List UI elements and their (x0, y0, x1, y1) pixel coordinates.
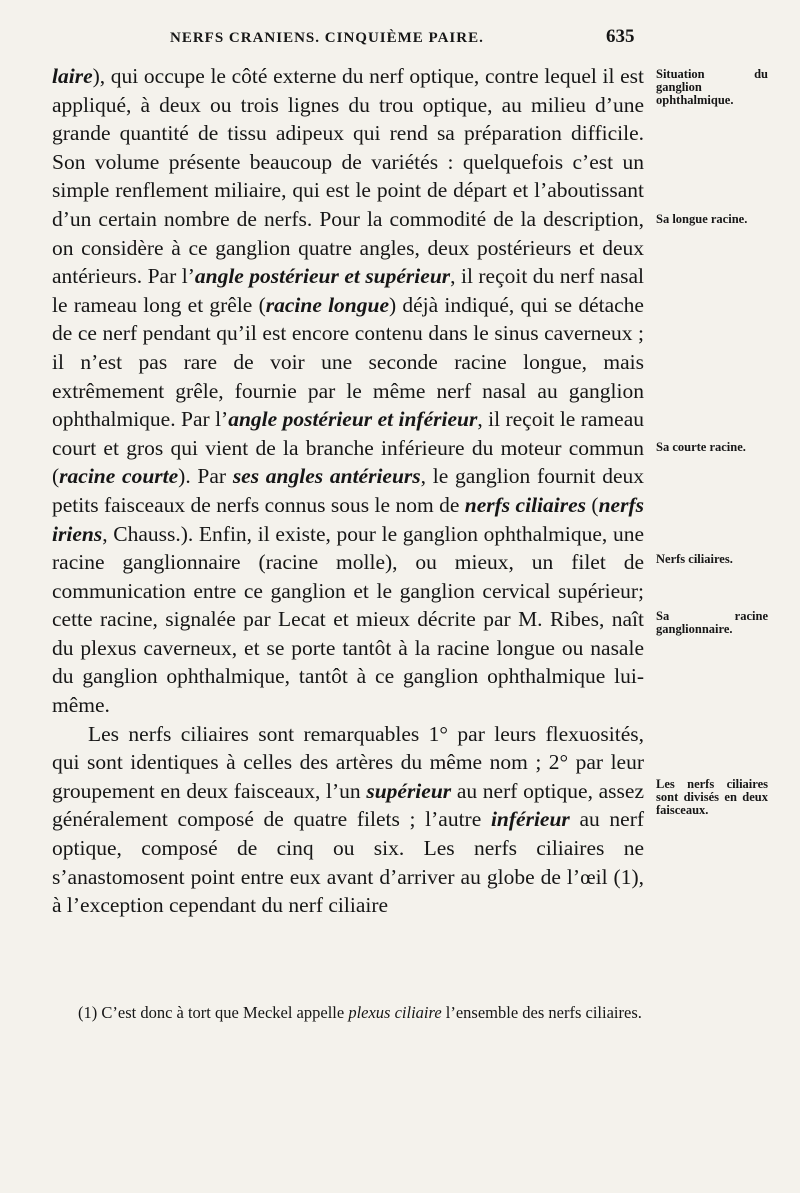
margin-note-courte-racine: Sa courte racine. (656, 440, 746, 454)
footnote (52, 1003, 652, 1023)
italic-text: racine longue (265, 292, 390, 317)
text-run: au nerf optique, assez généralement composé de quatre filets ; l’autre (52, 778, 644, 832)
text-run: ( (586, 492, 599, 517)
italic-text: angle postérieur et supérieur (194, 264, 451, 289)
running-title: NERFS CRANIENS. CINQUIÈME PAIRE. (170, 30, 484, 46)
margin-note-situation: Situation du ganglion ophthalmique. (656, 67, 768, 107)
text-run: , il reçoit le rameau court et gros qui vient de la branche inférieure du moteur commun ( (52, 407, 644, 489)
margin-note-deux-faisceaux: Les nerfs ciliaires sont divisés en deux faisceaux. (656, 777, 768, 817)
text-run: , le ganglion fournit deux petits faisceaux de nerfs connus sous le nom de (52, 464, 644, 517)
italic-text: racine courte (59, 464, 179, 489)
text-run: (1) C’est donc à tort que Meckel appelle (78, 1003, 349, 1022)
text-run: Les nerfs ciliaires sont remarquables 1° par leurs flexuosités, qui sont identiques à celles des artères du même nom ; 2° par leur groupement en deux faisceaux, l’un (52, 721, 644, 803)
text-run: ) déjà indiqué, qui se détache de ce nerf pendant qu’il est encore contenu dans le sinus caverneux ; il n’est pas rare de voir une seconde racine longue, mais extrêmement grêle, fournie par le même nerf nasal au ganglion ophthalmique. Par l’ (52, 292, 644, 432)
paragraph-ciliary-nerves (52, 720, 644, 920)
italic-text: ses angles antérieurs (232, 464, 421, 489)
italic-text: angle postérieur et inférieur (228, 407, 478, 432)
italic-text: inférieur (490, 807, 570, 832)
page-number: 635 (606, 26, 635, 47)
text-run: ), qui occupe le côté externe du nerf optique, contre lequel il est appliqué, à deux ou trois lignes du trou optique, au milieu d’une grande quantité de tissu adipeux qui rend sa préparation difficile. Son volume présente beaucoup de variétés : quelquefois c’est un simple renflement miliaire, qui est le point de départ et l’aboutissant d’un certain nombre de nerfs. Pour la commodité de la description, on considère à ce ganglion quatre angles, deux postérieurs et deux antérieurs. Par l’ (52, 64, 644, 289)
main-text (52, 62, 644, 920)
text-run: , il reçoit du nerf nasal le rameau long et grêle ( (52, 264, 645, 317)
margin-note-longue-racine: Sa longue racine. (656, 212, 748, 226)
italic-text: supérieur (366, 778, 452, 803)
text-run: ). Par (178, 464, 233, 489)
text-run: l’ensemble des nerfs ciliaires. (441, 1003, 642, 1022)
italic-text: nerfs iriens (52, 492, 644, 546)
paragraph-ganglion (52, 62, 644, 720)
margin-note-nerfs-ciliaires: Nerfs ciliaires. (656, 552, 733, 566)
italic-text: laire (52, 64, 93, 88)
italic-text: plexus ciliaire (348, 1003, 442, 1022)
margin-note-racine-ganglionnaire: Sa racine ganglionnaire. (656, 609, 768, 636)
text-run: au nerf optique, composé de cinq ou six. Les nerfs ciliaires ne s’anastomosent point entre eux avant d’arriver au globe de l’œil (1), à l’exception cependant du nerf ciliaire (52, 807, 645, 918)
text-run: , Chauss.). Enfin, il existe, pour le ganglion ophthalmique, une racine ganglionnaire (racine molle), ou mieux, un filet de communication entre ce ganglion et le ganglion cervical supérieur; cette racine, signalée par Lecat et mieux décrite par M. Ribes, naît du plexus caverneux, et se porte tantôt à la racine longue ou nasale du ganglion ophthalmique, tantôt à ce ganglion ophthalmique lui-même. (52, 521, 644, 718)
italic-text: nerfs ciliaires (464, 492, 587, 517)
